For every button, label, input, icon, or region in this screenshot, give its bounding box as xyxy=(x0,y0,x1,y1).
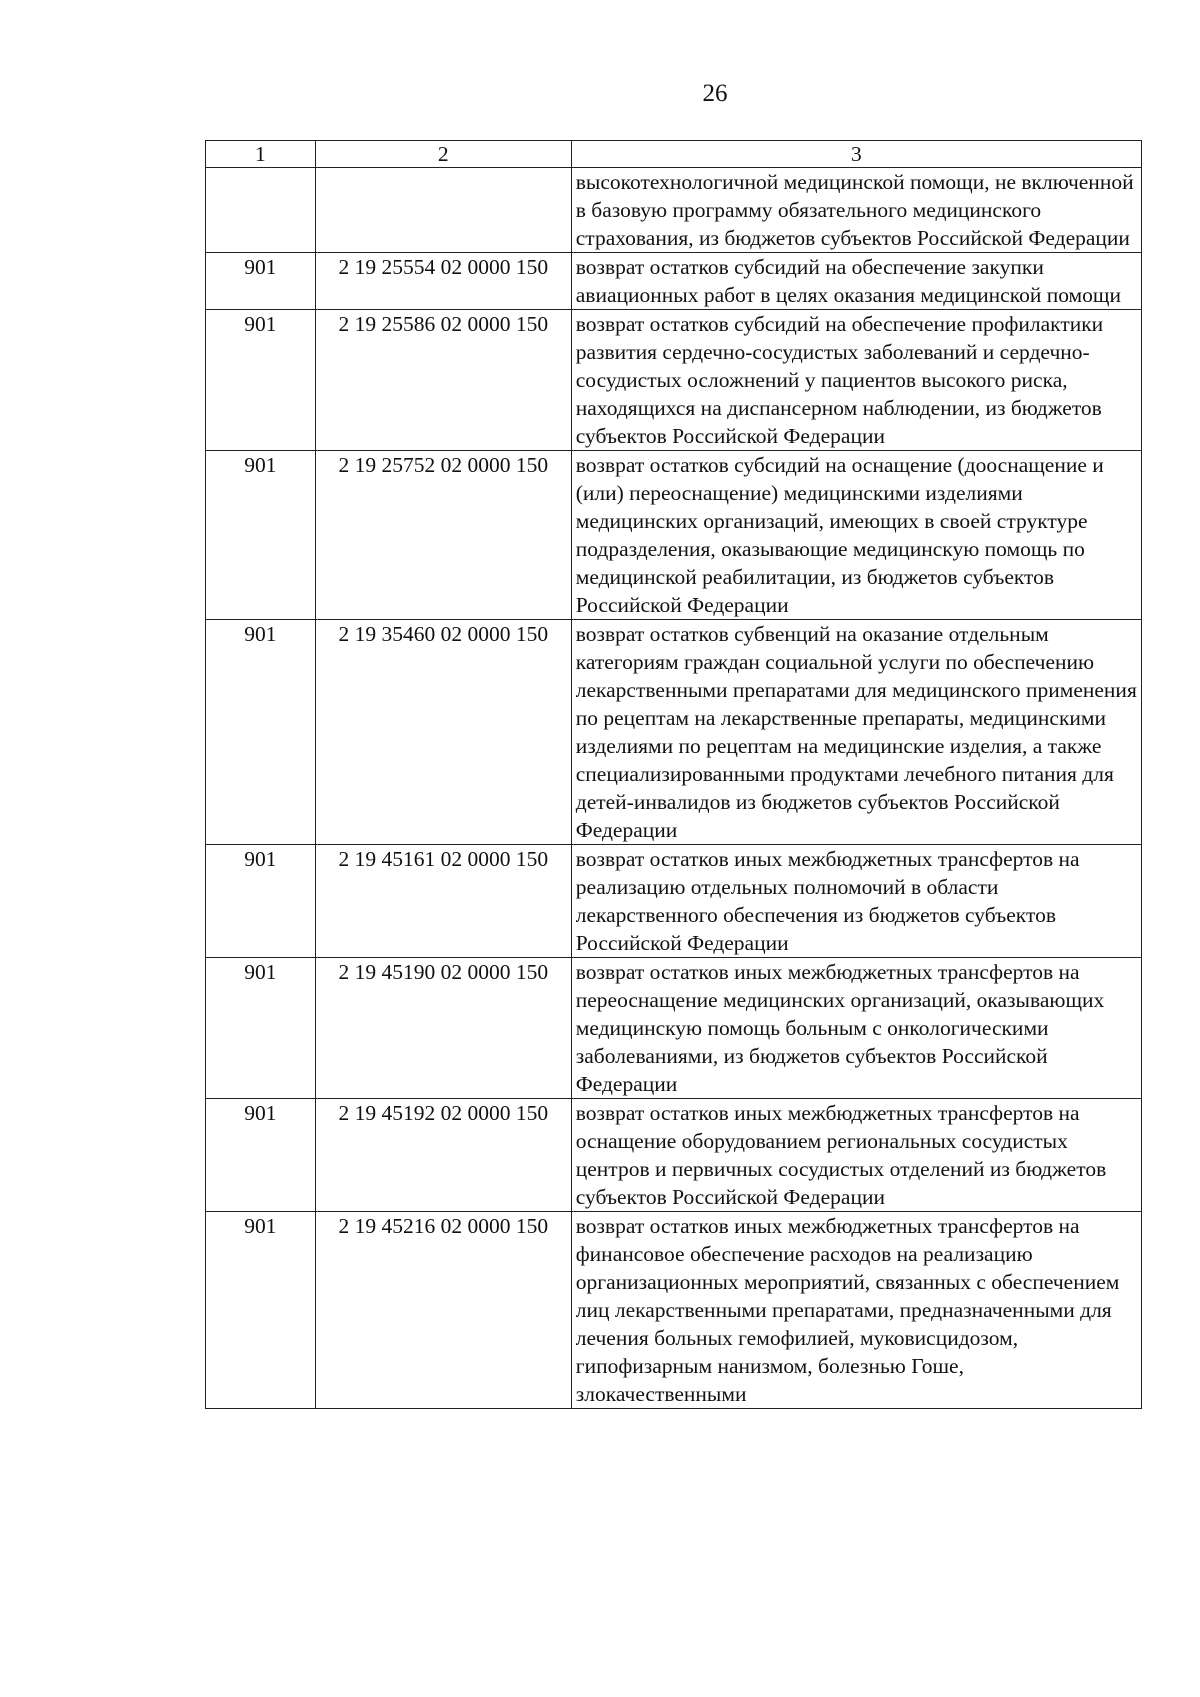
admin-code-cell: 901 xyxy=(206,310,316,451)
admin-code-cell: 901 xyxy=(206,451,316,620)
table-row xyxy=(206,620,1142,845)
admin-code-cell: 901 xyxy=(206,958,316,1099)
table-row xyxy=(206,310,1142,451)
table-row xyxy=(206,1099,1142,1212)
budget-code-cell: 2 19 25586 02 0000 150 xyxy=(315,310,571,451)
budget-code-cell: 2 19 25752 02 0000 150 xyxy=(315,451,571,620)
table-header-row xyxy=(206,141,1142,168)
column-header-2: 2 xyxy=(315,141,571,168)
description-cell: возврат остатков иных межбюджетных трансфертов на финансовое обеспечение расходов на реализацию организационных мероприятий, связанных с обеспечением лиц лекарственными препаратами, предназначенными для лечения больных гемофилией, муковисцидозом, гипофизарным нанизмом, болезнью Гоше, злокачественными xyxy=(571,1212,1141,1409)
table-row xyxy=(206,1212,1142,1409)
description-cell: возврат остатков иных межбюджетных трансфертов на реализацию отдельных полномочий в области лекарственного обеспечения из бюджетов субъектов Российской Федерации xyxy=(571,845,1141,958)
description-cell: высокотехнологичной медицинской помощи, не включенной в базовую программу обязательного медицинского страхования, из бюджетов субъектов Российской Федерации xyxy=(571,168,1141,253)
budget-codes-table xyxy=(205,140,1142,1409)
admin-code-cell: 901 xyxy=(206,253,316,310)
table-row xyxy=(206,958,1142,1099)
admin-code-cell: 901 xyxy=(206,620,316,845)
column-header-1: 1 xyxy=(206,141,316,168)
page-number: 26 xyxy=(702,80,728,107)
description-cell: возврат остатков субвенций на оказание отдельным категориям граждан социальной услуги по обеспечению лекарственными препаратами для медицинского применения по рецептам на лекарственные препараты, медицинскими изделиями по рецептам на медицинские изделия, а также специализированными продуктами лечебного питания для детей-инвалидов из бюджетов субъектов Российской Федерации xyxy=(571,620,1141,845)
budget-code-cell: 2 19 45192 02 0000 150 xyxy=(315,1099,571,1212)
table-row xyxy=(206,253,1142,310)
budget-code-cell: 2 19 45216 02 0000 150 xyxy=(315,1212,571,1409)
description-cell: возврат остатков субсидий на обеспечение закупки авиационных работ в целях оказания медицинской помощи xyxy=(571,253,1141,310)
budget-code-cell: 2 19 25554 02 0000 150 xyxy=(315,253,571,310)
table-row xyxy=(206,451,1142,620)
budget-code-cell: 2 19 45161 02 0000 150 xyxy=(315,845,571,958)
admin-code-cell: 901 xyxy=(206,1212,316,1409)
admin-code-cell: 901 xyxy=(206,1099,316,1212)
table-row xyxy=(206,168,1142,253)
budget-code-cell xyxy=(315,168,571,253)
budget-code-cell: 2 19 45190 02 0000 150 xyxy=(315,958,571,1099)
description-cell: возврат остатков субсидий на обеспечение профилактики развития сердечно-сосудистых заболеваний и сердечно-сосудистых осложнений у пациентов высокого риска, находящихся на диспансерном наблюдении, из бюджетов субъектов Российской Федерации xyxy=(571,310,1141,451)
budget-code-cell: 2 19 35460 02 0000 150 xyxy=(315,620,571,845)
column-header-3: 3 xyxy=(571,141,1141,168)
description-cell: возврат остатков иных межбюджетных трансфертов на оснащение оборудованием региональных сосудистых центров и первичных сосудистых отделений из бюджетов субъектов Российской Федерации xyxy=(571,1099,1141,1212)
admin-code-cell xyxy=(206,168,316,253)
table-row xyxy=(206,845,1142,958)
description-cell: возврат остатков иных межбюджетных трансфертов на переоснащение медицинских организаций, оказывающих медицинскую помощь больным с онкологическими заболеваниями, из бюджетов субъектов Российской Федерации xyxy=(571,958,1141,1099)
admin-code-cell: 901 xyxy=(206,845,316,958)
description-cell: возврат остатков субсидий на оснащение (дооснащение и (или) переоснащение) медицинскими изделиями медицинских организаций, имеющих в своей структуре подразделения, оказывающие медицинскую помощь по медицинской реабилитации, из бюджетов субъектов Российской Федерации xyxy=(571,451,1141,620)
